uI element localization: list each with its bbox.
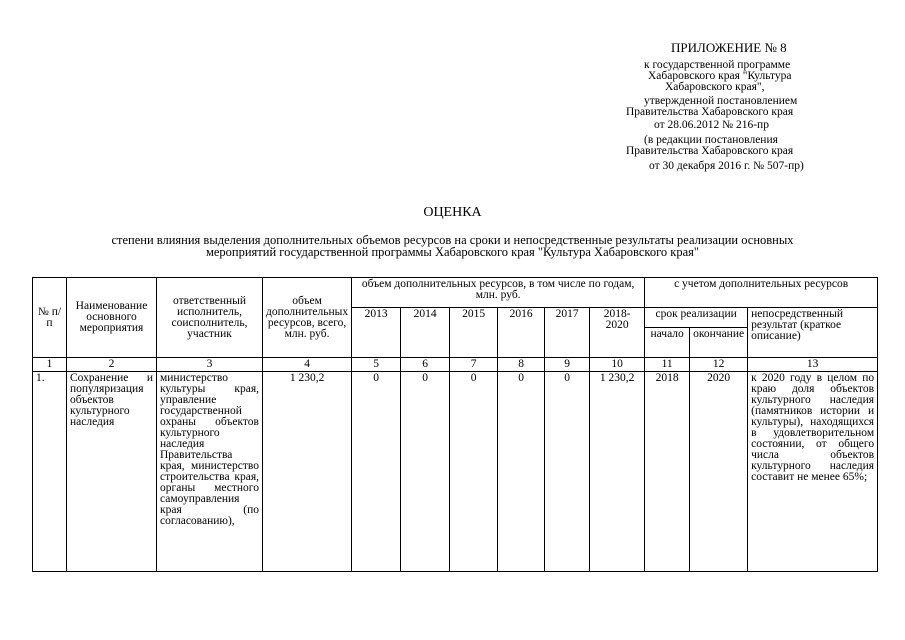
- header-term: срок реализации: [645, 308, 748, 328]
- appendix-line: Хабаровского края "Культура: [648, 70, 792, 82]
- column-number: 4: [263, 358, 352, 372]
- column-number: 2: [67, 358, 157, 372]
- column-number: 6: [401, 358, 450, 372]
- appendix-line: утвержденной постановлением: [644, 95, 798, 107]
- cell-executor: министерство культуры края, управление государственной охраны объектов культурного наследия Правительства края, министерство строительства края, органы местного самоуправления края (по согласованию),: [157, 372, 263, 572]
- column-number: 9: [545, 358, 590, 372]
- table-row: [33, 372, 878, 572]
- column-number: 3: [157, 358, 263, 372]
- column-number: 5: [352, 358, 401, 372]
- header-year: 2014: [401, 308, 450, 358]
- cell-volume: 1 230,2: [263, 372, 352, 572]
- header-year: 2016: [498, 308, 545, 358]
- cell-2014: 0: [401, 372, 450, 572]
- cell-2015: 0: [450, 372, 498, 572]
- header-volume: объем дополнительных ресурсов, всего, млн. руб.: [263, 278, 352, 358]
- cell-num: 1.: [33, 372, 67, 572]
- appendix-title: ПРИЛОЖЕНИЕ № 8: [671, 40, 787, 55]
- assessment-table: [32, 277, 878, 572]
- cell-result: к 2020 году в целом по краю доля объектов культурного наследия (памятников истории и культуры), находящихся в удовлетворительном состоянии, от общего числа объектов культурного наследия составит не менее 65%;: [748, 372, 878, 572]
- header-year: 2015: [450, 308, 498, 358]
- column-number: 13: [748, 358, 878, 372]
- cell-name: Сохранение и популяризация объектов культурного наследия: [67, 372, 157, 572]
- header-start: начало: [645, 328, 690, 358]
- document-title: ОЦЕНКА: [423, 205, 482, 220]
- header-years-group: объем дополнительных ресурсов, в том числе по годам, млн. руб.: [352, 278, 645, 308]
- header-result: непосредственный результат (краткое описание): [748, 308, 878, 358]
- cell-start: 2018: [645, 372, 690, 572]
- header-num: № п/п: [33, 278, 67, 358]
- appendix-line: от 30 декабря 2016 г. № 507-пр): [649, 160, 804, 172]
- appendix-line: Правительства Хабаровского края: [626, 106, 794, 118]
- document-subtitle-line: степени влияния выделения дополнительных объемов ресурсов на сроки и непосредственные результаты реализации основных: [111, 233, 794, 247]
- header-considering-group: с учетом дополнительных ресурсов: [645, 278, 878, 308]
- cell-2018-2020: 1 230,2: [590, 372, 645, 572]
- column-number: 1: [33, 358, 67, 372]
- appendix-line: (в редакции постановления: [644, 134, 778, 146]
- cell-2017: 0: [545, 372, 590, 572]
- header-name: Наименование основного мероприятия: [67, 278, 157, 358]
- document-subtitle: [30, 234, 875, 258]
- cell-2013: 0: [352, 372, 401, 572]
- header-end: окончание: [690, 328, 748, 358]
- appendix-line: Правительства Хабаровского края: [626, 145, 794, 157]
- cell-2016: 0: [498, 372, 545, 572]
- header-year: 2017: [545, 308, 590, 358]
- column-number: 12: [690, 358, 748, 372]
- cell-end: 2020: [690, 372, 748, 572]
- column-number: 8: [498, 358, 545, 372]
- column-number: 10: [590, 358, 645, 372]
- header-executor: ответственный исполнитель, соисполнитель, участник: [157, 278, 263, 358]
- column-number: 11: [645, 358, 690, 372]
- column-number: 7: [450, 358, 498, 372]
- document-subtitle-line: мероприятий государственной программы Хабаровского края "Культура Хабаровского края": [205, 245, 700, 259]
- header-year: 2018-2020: [590, 308, 645, 358]
- header-year: 2013: [352, 308, 401, 358]
- appendix-line: Хабаровского края",: [665, 81, 765, 93]
- appendix-line: от 28.06.2012 № 216-пр: [654, 119, 769, 131]
- appendix-line: к государственной программе: [644, 59, 791, 71]
